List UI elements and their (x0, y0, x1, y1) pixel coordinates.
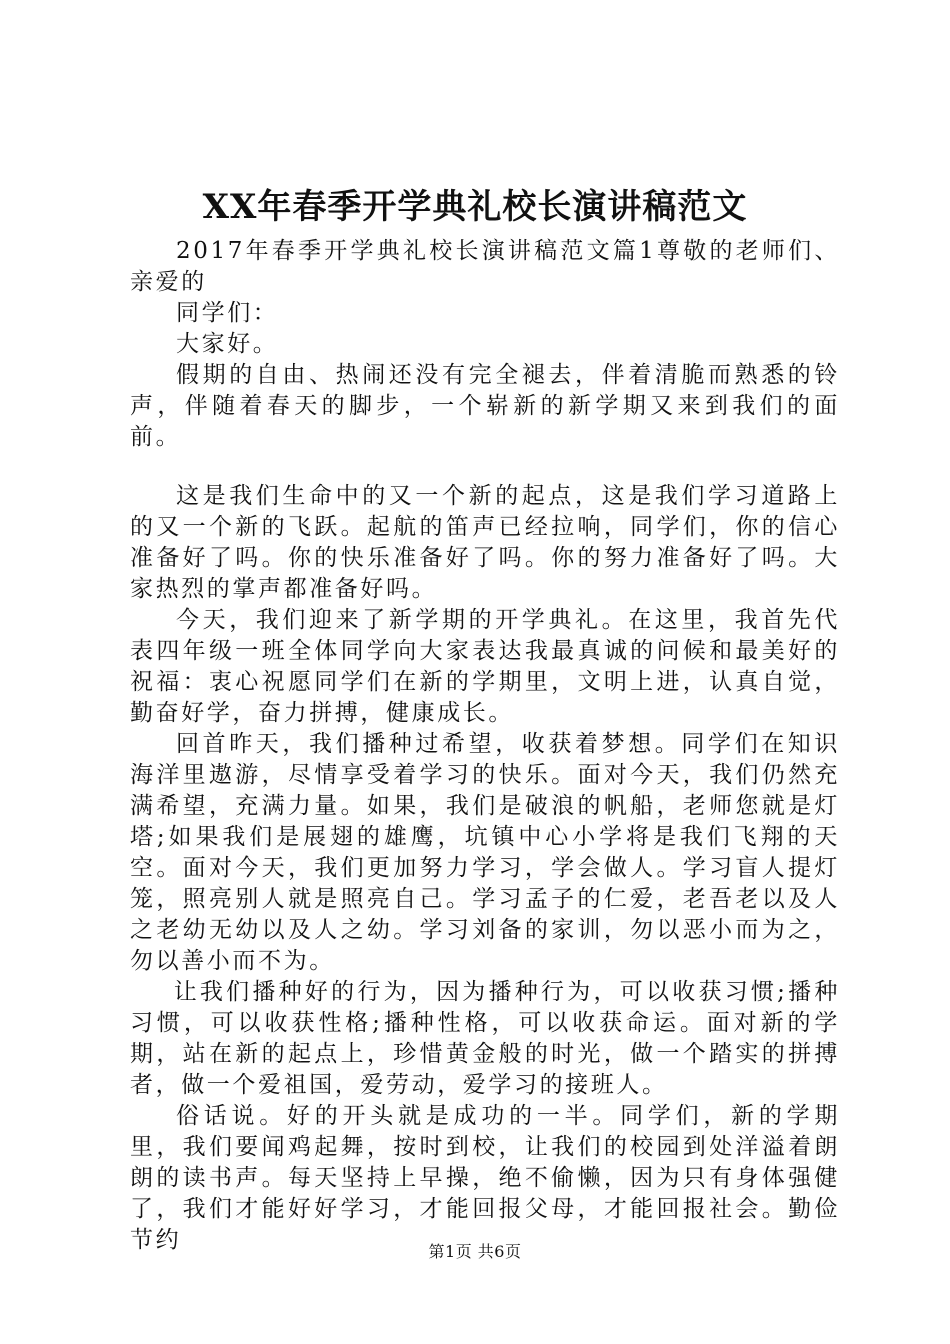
paragraph-greeting: 2017年春季开学典礼校长演讲稿范文篇1尊敬的老师们、亲爱的 (130, 238, 840, 295)
document-body (130, 236, 840, 1256)
paragraph-today: 今天，我们迎来了新学期的开学典礼。在这里，我首先代表四年级一班全体同学向大家表达我最真诚的问候和最美好的祝福：衷心祝愿同学们在新的学期里，文明上进，认真自觉，勤奋好学，奋力拼搏，健康成长。 (130, 607, 840, 726)
paragraph-new-start: 这是我们生命中的又一个新的起点，这是我们学习道路上的又一个新的飞跃。起航的笛声已经拉响，同学们，你的信心准备好了吗。你的快乐准备好了吗。你的努力准备好了吗。大家热烈的掌声都准备好吗。 (130, 483, 840, 602)
page-number-footer: 第1页 共6页 (428, 1242, 522, 1261)
paragraph-holiday: 假期的自由、热闹还没有完全褪去，伴着清脆而熟悉的铃声，伴随着春天的脚步，一个崭新的新学期又来到我们的面前。 (130, 362, 840, 450)
paragraph-yesterday: 回首昨天，我们播种过希望，收获着梦想。同学们在知识海洋里遨游，尽情享受着学习的快乐。面对今天，我们仍然充满希望，充满力量。如果，我们是破浪的帆船，老师您就是灯塔;如果我们是展翅的雄鹰，坑镇中心小学将是我们飞翔的天空。面对今天，我们更加努力学习，学会做人。学习盲人提灯笼，照亮别人就是照亮自己。学习孟子的仁爱，老吾老以及人之老幼无幼以及人之幼。学习刘备的家训，勿以恶小而为之，勿以善小而不为。 (130, 731, 840, 974)
document-title: XX年春季开学典礼校长演讲稿范文 (202, 187, 748, 227)
paragraph-sow: 让我们播种好的行为，因为播种行为，可以收获习惯;播种习惯，可以收获性格;播种性格，可以收获命运。面对新的学期，站在新的起点上，珍惜黄金般的时光，做一个踏实的拼搏者，做一个爱祖国，爱劳动，爱学习的接班人。 (130, 979, 840, 1098)
paragraph-students: 同学们： (176, 300, 279, 326)
paragraph-hello: 大家好。 (176, 331, 279, 357)
paragraph-proverb: 俗话说。好的开头就是成功的一半。同学们，新的学期里，我们要闻鸡起舞，按时到校，让我们的校园到处洋溢着朗朗的读书声。每天坚持上早操，绝不偷懒，因为只有身体强健了，我们才能好好学习，才能回报父母，才能回报社会。勤俭节约 (130, 1103, 840, 1253)
